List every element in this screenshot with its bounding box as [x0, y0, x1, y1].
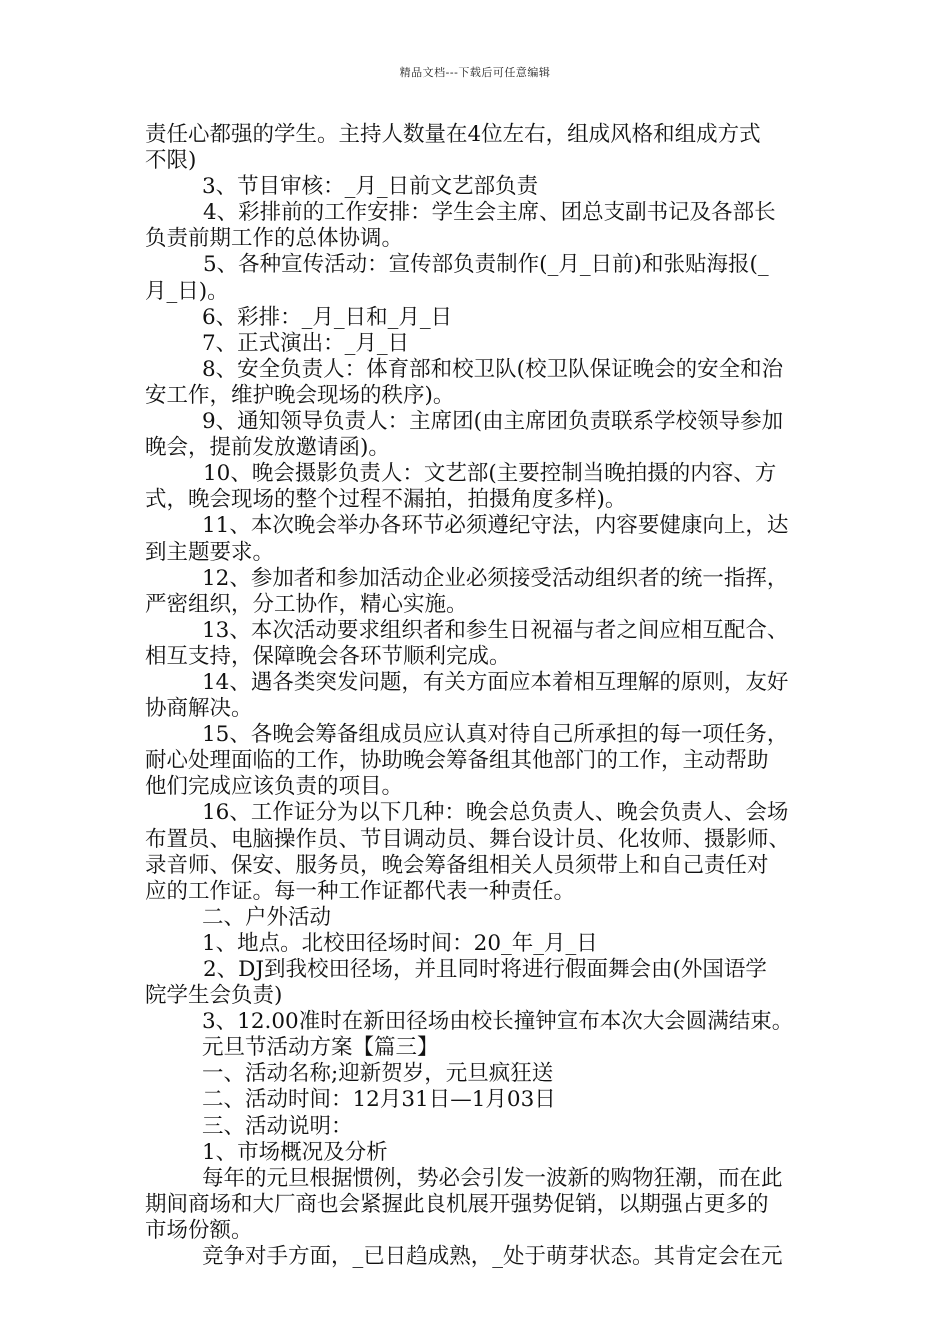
text-line: 院学生会负责): [145, 983, 283, 1009]
text-line: 6、彩排：_月_日和_月_日: [202, 304, 453, 330]
text-line: 7、正式演出：_月_日: [202, 330, 410, 356]
subsection-heading: 1、市场概况及分析: [202, 1139, 388, 1165]
text-line: 每年的元旦根据惯例，势必会引发一波新的购物狂潮，而在此: [202, 1165, 783, 1191]
text-line: 2、DJ到我校田径场，并且同时将进行假面舞会由(外国语学: [203, 957, 767, 982]
section-heading: 二、活动时间：12月31日—1月03日: [202, 1087, 556, 1113]
text-line: 1、地点。北校田径场时间：20_年_月_日: [202, 930, 598, 956]
text-line: 布置员、电脑操作员、节目调动员、舞台设计员、化妆师、摄影师、: [145, 826, 791, 852]
text-line: 13、本次活动要求组织者和参生日祝福与者之间应相互配合、: [202, 617, 789, 643]
section-heading: 一、活动名称;迎新贺岁，元旦疯狂送: [202, 1061, 554, 1087]
text-line: 市场份额。: [145, 1217, 253, 1243]
text-line: 相互支持，保障晚会各环节顺利完成。: [145, 643, 511, 669]
text-line: 负责前期工作的总体协调。: [145, 226, 404, 252]
text-line: 到主题要求。: [145, 539, 275, 565]
text-line: 10、晚会摄影负责人：文艺部(主要控制当晚拍摄的内容、方: [203, 461, 777, 487]
text-line: 5、各种宣传活动：宣传部负责制作(_月_日前)和张贴海报(_: [203, 252, 769, 278]
text-line: 应的工作证。每一种工作证都代表一种责任。: [145, 878, 576, 904]
text-line: 安工作，维护晚会现场的秩序)。: [145, 382, 455, 408]
text-line: 8、安全负责人：体育部和校卫队(校卫队保证晚会的安全和治: [202, 356, 784, 382]
text-line: 式，晚会现场的整个过程不漏拍，拍摄角度多样)。: [145, 487, 627, 513]
section-title: 元旦节活动方案【篇三】: [202, 1035, 439, 1061]
text-line: 3、12.00准时在新田径场由校长撞钟宣布本次大会圆满结束。: [202, 1009, 794, 1035]
text-line: 他们完成应该负责的项目。: [145, 774, 404, 800]
text-line: 责任心都强的学生。主持人数量在4位左右，组成风格和组成方式: [145, 122, 761, 147]
text-line: 15、各晚会筹备组成员应认真对待自己所承担的每一项任务，: [202, 722, 789, 748]
text-line: 4、彩排前的工作安排：学生会主席、团总支副书记及各部长: [203, 200, 776, 226]
page-header: 精品文档---下载后可任意编辑: [399, 66, 551, 79]
text-line: 14、遇各类突发问题，有关方面应本着相互理解的原则，友好: [202, 669, 789, 695]
text-line: 9、通知领导负责人：主席团(由主席团负责联系学校领导参加: [202, 409, 784, 435]
text-line: 晚会，提前发放邀请函)。: [145, 435, 390, 461]
text-line: 3、节目审核：_月_日前文艺部负责: [202, 174, 539, 200]
text-line: 协商解决。: [145, 696, 253, 722]
text-line: 16、工作证分为以下几种：晚会总负责人、晚会负责人、会场: [202, 800, 789, 826]
text-line: 月_日)。: [145, 278, 229, 304]
text-line: 11、本次晚会举办各环节必须遵纪守法，内容要健康向上，达: [202, 513, 789, 539]
document-body: [145, 122, 809, 1270]
text-line: 期间商场和大厂商也会紧握此良机展开强势促销，以期强占更多的: [145, 1191, 769, 1217]
text-line: 12、参加者和参加活动企业必须接受活动组织者的统一指挥，: [202, 565, 789, 591]
section-heading: 二、户外活动: [202, 904, 332, 930]
text-line: 竞争对手方面，_已日趋成熟，_处于萌芽状态。其肯定会在元: [202, 1244, 783, 1270]
text-line: 不限): [145, 148, 197, 174]
section-heading: 三、活动说明：: [202, 1113, 353, 1139]
text-line: 严密组织，分工协作，精心实施。: [145, 591, 468, 617]
text-line: 耐心处理面临的工作，协助晚会筹备组其他部门的工作，主动帮助: [145, 748, 769, 774]
text-line: 录音师、保安、服务员，晚会筹备组相关人员须带上和自己责任对: [145, 852, 769, 878]
